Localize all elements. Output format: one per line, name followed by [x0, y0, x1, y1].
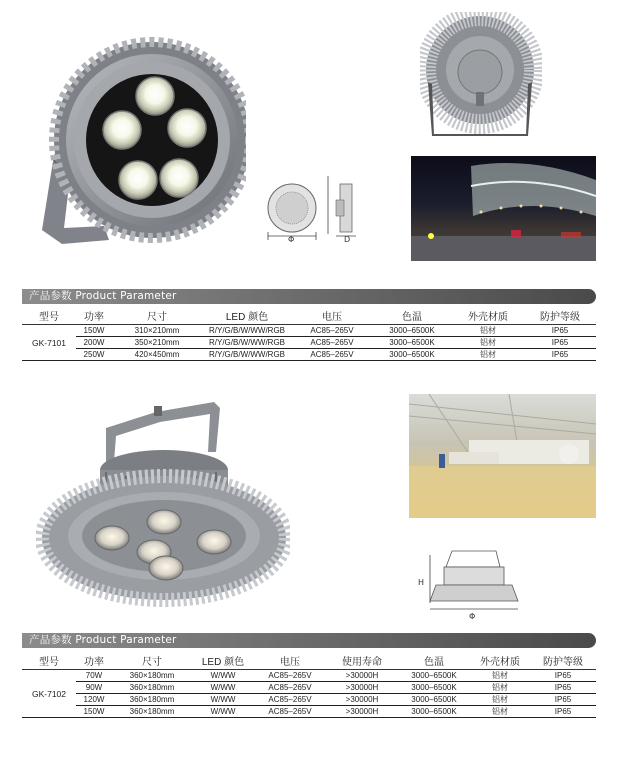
col-header-housing: 外壳材质 — [452, 306, 524, 325]
col-header-voltage: 电压 — [254, 651, 326, 670]
table-cell: 3000–6500K — [372, 325, 452, 337]
table-cell: 360×180mm — [112, 706, 192, 718]
table-cell: 铝材 — [470, 682, 530, 694]
table-cell: 70W — [76, 670, 112, 682]
table-cell: 310×210mm — [112, 325, 202, 337]
stadium-night-photo — [411, 156, 596, 261]
factory-interior-photo — [409, 394, 596, 518]
section2-header-text: 产品参数 Product Parameter — [29, 634, 177, 646]
table-cell: 350×210mm — [112, 337, 202, 349]
table-cell: IP65 — [530, 682, 596, 694]
floodlight-product-image — [34, 30, 246, 256]
table-cell: 250W — [76, 349, 112, 361]
col-header-ip: 防护等级 — [530, 651, 596, 670]
table-cell: 铝材 — [470, 670, 530, 682]
col-header-size: 尺寸 — [112, 306, 202, 325]
table-row — [22, 694, 596, 706]
col-header-voltage: 电压 — [292, 306, 372, 325]
table-cell: AC85–265V — [292, 349, 372, 361]
dimension-label-phi-2: Φ — [469, 612, 476, 621]
table-cell: 3000–6500K — [398, 706, 470, 718]
table-cell: IP65 — [530, 706, 596, 718]
table-cell: R/Y/G/B/W/WW/RGB — [202, 349, 292, 361]
table-cell: W/WW — [192, 706, 254, 718]
table-cell: >30000H — [326, 694, 398, 706]
section2-header-bar — [22, 633, 596, 648]
col-header-lifespan: 使用寿命 — [326, 651, 398, 670]
highbay-dimension-drawing — [426, 545, 524, 619]
table-cell: 3000–6500K — [398, 670, 470, 682]
dimension-label-d: D — [344, 235, 351, 244]
table-cell: IP65 — [524, 349, 596, 361]
table-cell: 90W — [76, 682, 112, 694]
section1-header-bar — [22, 289, 596, 304]
table-row — [22, 670, 596, 682]
table-header-row — [22, 306, 596, 325]
table-cell: 铝材 — [470, 694, 530, 706]
table-cell: >30000H — [326, 670, 398, 682]
table-cell: W/WW — [192, 670, 254, 682]
table-cell: 360×180mm — [112, 682, 192, 694]
table-cell: 铝材 — [452, 325, 524, 337]
table-cell: 360×180mm — [112, 694, 192, 706]
table-cell: 150W — [76, 325, 112, 337]
section1-header-text: 产品参数 Product Parameter — [29, 290, 177, 302]
model-cell: GK-7102 — [22, 670, 76, 718]
col-header-led-color: LED 颜色 — [192, 651, 254, 670]
table-cell: >30000H — [326, 706, 398, 718]
table-cell: 3000–6500K — [372, 337, 452, 349]
col-header-housing: 外壳材质 — [470, 651, 530, 670]
table-header-row — [22, 651, 596, 670]
table-row — [22, 337, 596, 349]
table-cell: W/WW — [192, 694, 254, 706]
col-header-size: 尺寸 — [112, 651, 192, 670]
table-cell: IP65 — [530, 694, 596, 706]
col-header-color-temp: 色温 — [398, 651, 470, 670]
table-cell: R/Y/G/B/W/WW/RGB — [202, 325, 292, 337]
table-cell: 150W — [76, 706, 112, 718]
table-cell: IP65 — [524, 325, 596, 337]
table-cell: >30000H — [326, 682, 398, 694]
table-cell: W/WW — [192, 682, 254, 694]
table-row — [22, 706, 596, 718]
highbay-product-image — [36, 392, 290, 610]
table-cell: IP65 — [524, 337, 596, 349]
col-header-power: 功率 — [76, 651, 112, 670]
table-cell: 3000–6500K — [398, 694, 470, 706]
table-cell: AC85–265V — [292, 325, 372, 337]
col-header-color-temp: 色温 — [372, 306, 452, 325]
table-cell: AC85–265V — [254, 682, 326, 694]
table-cell: AC85–265V — [254, 670, 326, 682]
table-cell: 铝材 — [452, 337, 524, 349]
table-cell: AC85–265V — [292, 337, 372, 349]
table-cell: 120W — [76, 694, 112, 706]
col-header-model: 型号 — [22, 651, 76, 670]
table-row — [22, 682, 596, 694]
col-header-model: 型号 — [22, 306, 76, 325]
table-row — [22, 325, 596, 337]
col-header-power: 功率 — [76, 306, 112, 325]
floodlight-dimension-drawing — [266, 170, 374, 250]
floodlight-back-view-image — [420, 12, 542, 140]
col-header-ip: 防护等级 — [524, 306, 596, 325]
dimension-label-phi: Φ — [288, 235, 295, 244]
table-row — [22, 349, 596, 361]
table-cell: 200W — [76, 337, 112, 349]
table-cell: AC85–265V — [254, 706, 326, 718]
table-cell: IP65 — [530, 670, 596, 682]
table-cell: 360×180mm — [112, 670, 192, 682]
model-cell: GK-7101 — [22, 325, 76, 361]
table-cell: 铝材 — [452, 349, 524, 361]
col-header-led-color: LED 颜色 — [202, 306, 292, 325]
table-cell: AC85–265V — [254, 694, 326, 706]
table-cell: 3000–6500K — [398, 682, 470, 694]
spec-table-gk7102 — [22, 651, 596, 718]
spec-table-gk7101 — [22, 306, 596, 361]
table-cell: 铝材 — [470, 706, 530, 718]
table-cell: R/Y/G/B/W/WW/RGB — [202, 337, 292, 349]
table-cell: 420×450mm — [112, 349, 202, 361]
table-cell: 3000–6500K — [372, 349, 452, 361]
dimension-label-h: H — [418, 578, 425, 587]
